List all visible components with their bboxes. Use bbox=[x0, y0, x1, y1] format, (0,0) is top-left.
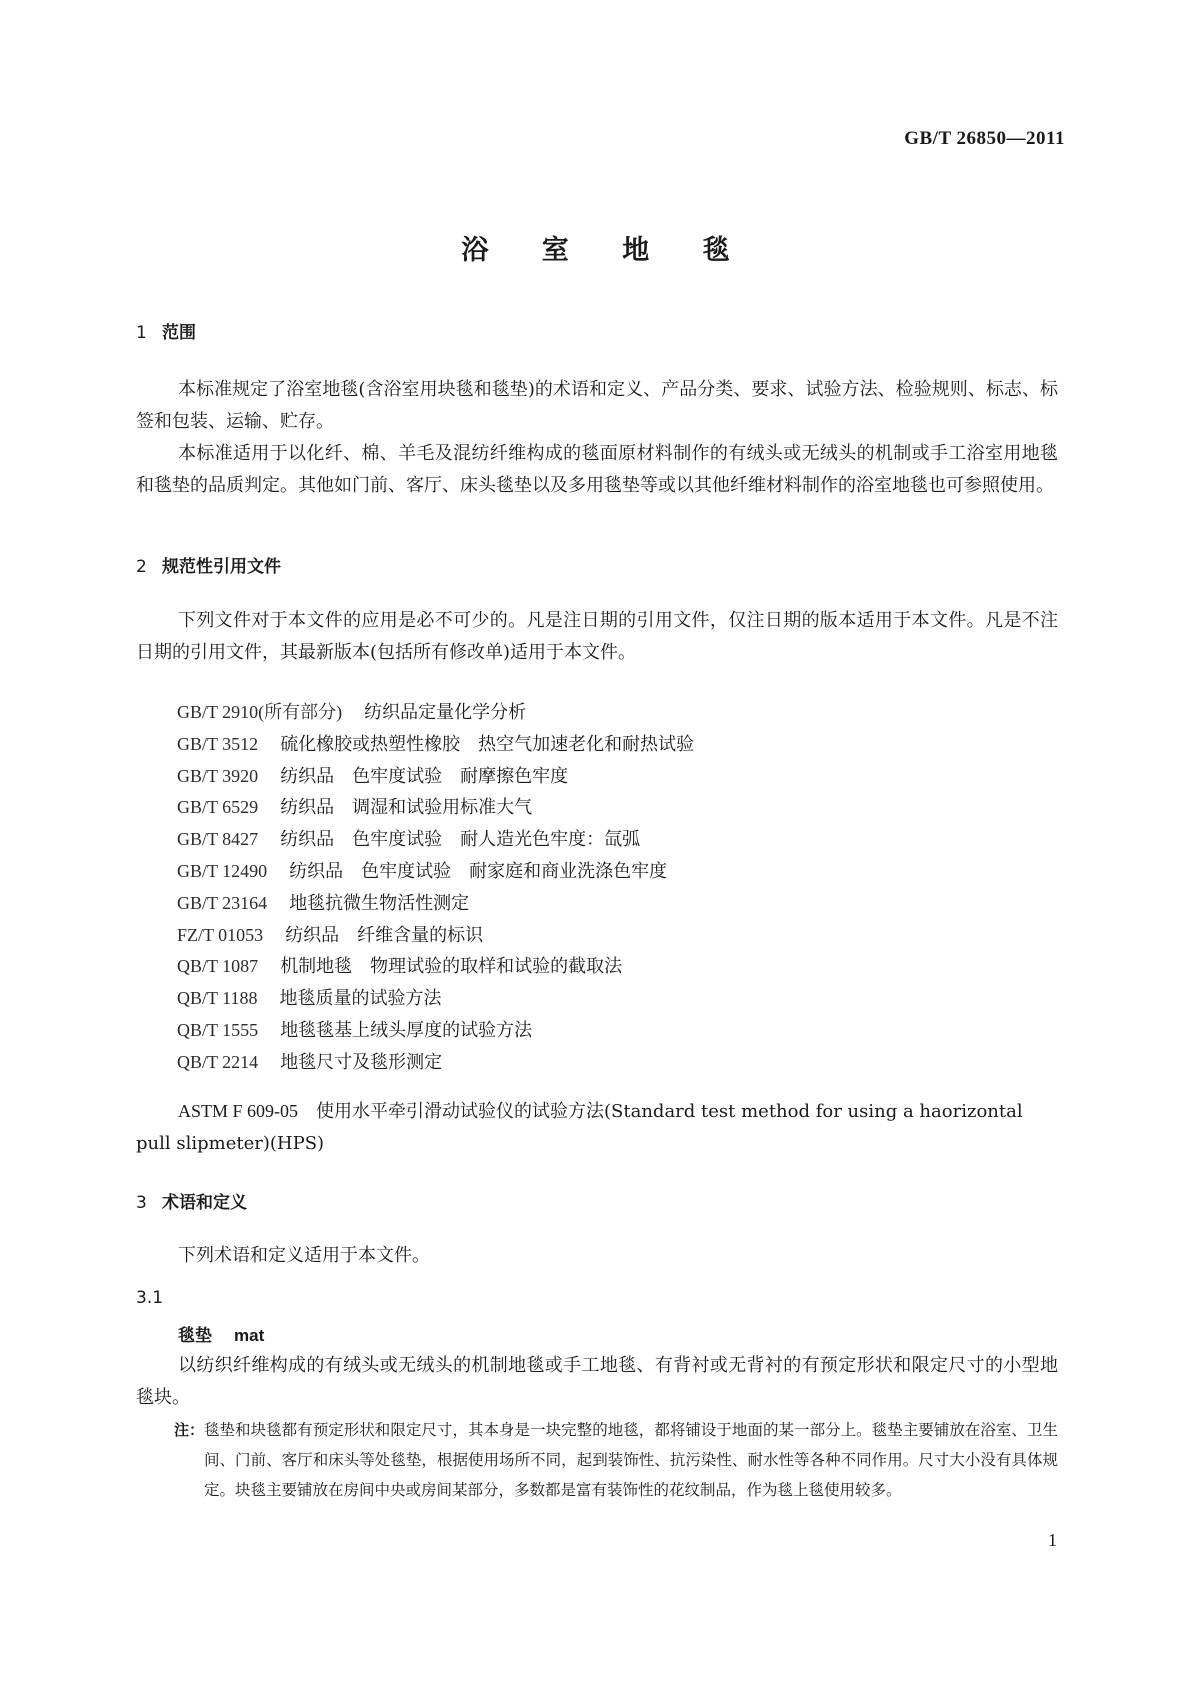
reference-code: QB/T 2214 bbox=[177, 1051, 259, 1072]
reference-title: 地毯质量的试验方法 bbox=[279, 988, 442, 1010]
reference-title: 纺织品 调湿和试验用标准大气 bbox=[280, 797, 533, 819]
section-2-intro: 下列文件对于本文件的应用是必不可少的。凡是注日期的引用文件，仅注日期的版本适用于本文件。凡是不注日期的引用文件，其最新版本(包括所有修改单)适用于本文件。 bbox=[136, 610, 1058, 663]
reference-code: GB/T 8427 bbox=[177, 829, 259, 850]
section-3-number: 3 bbox=[136, 1193, 147, 1213]
reference-item bbox=[177, 856, 1057, 888]
reference-item bbox=[177, 824, 1057, 856]
reference-title: 地毯尺寸及毯形测定 bbox=[280, 1051, 443, 1073]
reference-code: QB/T 1555 bbox=[177, 1019, 259, 1040]
reference-code: GB/T 2910(所有部分) bbox=[177, 702, 343, 722]
note bbox=[174, 1415, 1058, 1505]
reference-code: QB/T 1188 bbox=[177, 988, 258, 1009]
reference-item-astm bbox=[136, 1095, 1058, 1160]
section-3-heading bbox=[136, 1188, 247, 1213]
reference-item bbox=[177, 792, 1057, 824]
section-3-title: 术语和定义 bbox=[162, 1193, 247, 1213]
document-title: 浴 室 地 毯 bbox=[461, 235, 752, 266]
reference-code: GB/T 3512 bbox=[177, 733, 259, 754]
reference-code: GB/T 12490 bbox=[177, 860, 268, 881]
reference-title: 纺织品定量化学分析 bbox=[364, 702, 527, 723]
reference-title: 纺织品 色牢度试验 耐摩擦色牢度 bbox=[280, 765, 569, 787]
reference-item bbox=[177, 1015, 1057, 1047]
reference-list bbox=[177, 697, 1057, 1079]
reference-code: GB/T 23164 bbox=[177, 892, 268, 913]
reference-title: 地毯抗微生物活性测定 bbox=[289, 892, 470, 914]
reference-item bbox=[177, 951, 1057, 983]
section-1-paragraph-2: 本标准适用于以化纤、棉、羊毛及混纺纤维构成的毯面原材料制作的有绒头或无绒头的机制或手工浴室用地毯和毯垫的品质判定。其他如门前、客厅、床头毯垫以及多用毯垫等或以其他纤维材料制作的浴室地毯也可参照使用。 bbox=[136, 443, 1058, 496]
section-1-number: 1 bbox=[136, 323, 147, 343]
reference-title: 纺织品 纤维含量的标识 bbox=[285, 924, 484, 946]
reference-code: QB/T 1087 bbox=[177, 956, 259, 977]
term-heading bbox=[178, 1321, 264, 1346]
reference-item bbox=[177, 761, 1057, 793]
section-2-number: 2 bbox=[136, 557, 147, 577]
reference-title: 硫化橡胶或热塑性橡胶 热空气加速老化和耐热试验 bbox=[280, 733, 695, 755]
standard-number: GB/T 26850—2011 bbox=[904, 128, 1065, 149]
section-2-title: 规范性引用文件 bbox=[162, 557, 281, 577]
reference-item bbox=[177, 1047, 1057, 1079]
section-1-paragraph-1: 本标准规定了浴室地毯(含浴室用块毯和毯垫)的术语和定义、产品分类、要求、试验方法、检验规则、标志、标签和包装、运输、贮存。 bbox=[136, 379, 1058, 432]
reference-title: 地毯毯基上绒头厚度的试验方法 bbox=[280, 1019, 533, 1041]
subsection-number: 3.1 bbox=[136, 1288, 164, 1308]
term-definition: 以纺织纤维构成的有绒头或无绒头的机制地毯或手工地毯、有背衬或无背衬的有预定形状和限定尺寸的小型地毯块。 bbox=[136, 1355, 1058, 1408]
reference-title: 纺织品 色牢度试验 耐家庭和商业洗涤色牢度 bbox=[289, 860, 668, 882]
term-english: mat bbox=[234, 1326, 265, 1345]
section-3-intro: 下列术语和定义适用于本文件。 bbox=[178, 1245, 430, 1266]
reference-code: FZ/T 01053 bbox=[177, 924, 264, 945]
reference-item bbox=[177, 888, 1057, 920]
reference-code: GB/T 6529 bbox=[177, 797, 259, 818]
term-chinese: 毯垫 bbox=[178, 1326, 212, 1346]
section-1-title: 范围 bbox=[162, 323, 196, 343]
reference-title: 机制地毯 物理试验的取样和试验的截取法 bbox=[280, 956, 623, 978]
reference-item bbox=[177, 729, 1057, 761]
reference-title: 纺织品 色牢度试验 耐人造光色牢度：氙弧 bbox=[280, 829, 641, 851]
reference-item bbox=[177, 983, 1057, 1015]
reference-title: 使用水平牵引滑动试验仪的试验方法(Standard test method for using a haorizontal pull slipmeter)(HPS) bbox=[136, 1101, 1023, 1154]
section-2-heading bbox=[136, 552, 281, 577]
note-text: 毯垫和块毯都有预定形状和限定尺寸，其本身是一块完整的地毯，都将铺设于地面的某一部分上。毯垫主要铺放在浴室、卫生间、门前、客厅和床头等处毯垫，根据使用场所不同，起到装饰性、抗污染性、耐水性等各种不同作用。尺寸大小没有具体规定。块毯主要铺放在房间中央或房间某部分，多数都是富有装饰性的花纹制品，作为毯上毯使用较多。 bbox=[204, 1421, 1058, 1499]
note-label: 注： bbox=[174, 1421, 205, 1439]
reference-item bbox=[177, 920, 1057, 952]
reference-code: GB/T 3920 bbox=[177, 765, 259, 786]
page-number: 1 bbox=[1048, 1530, 1057, 1550]
reference-code: ASTM F 609-05 bbox=[178, 1101, 299, 1121]
reference-item bbox=[177, 697, 1057, 729]
section-1-heading bbox=[136, 318, 196, 343]
